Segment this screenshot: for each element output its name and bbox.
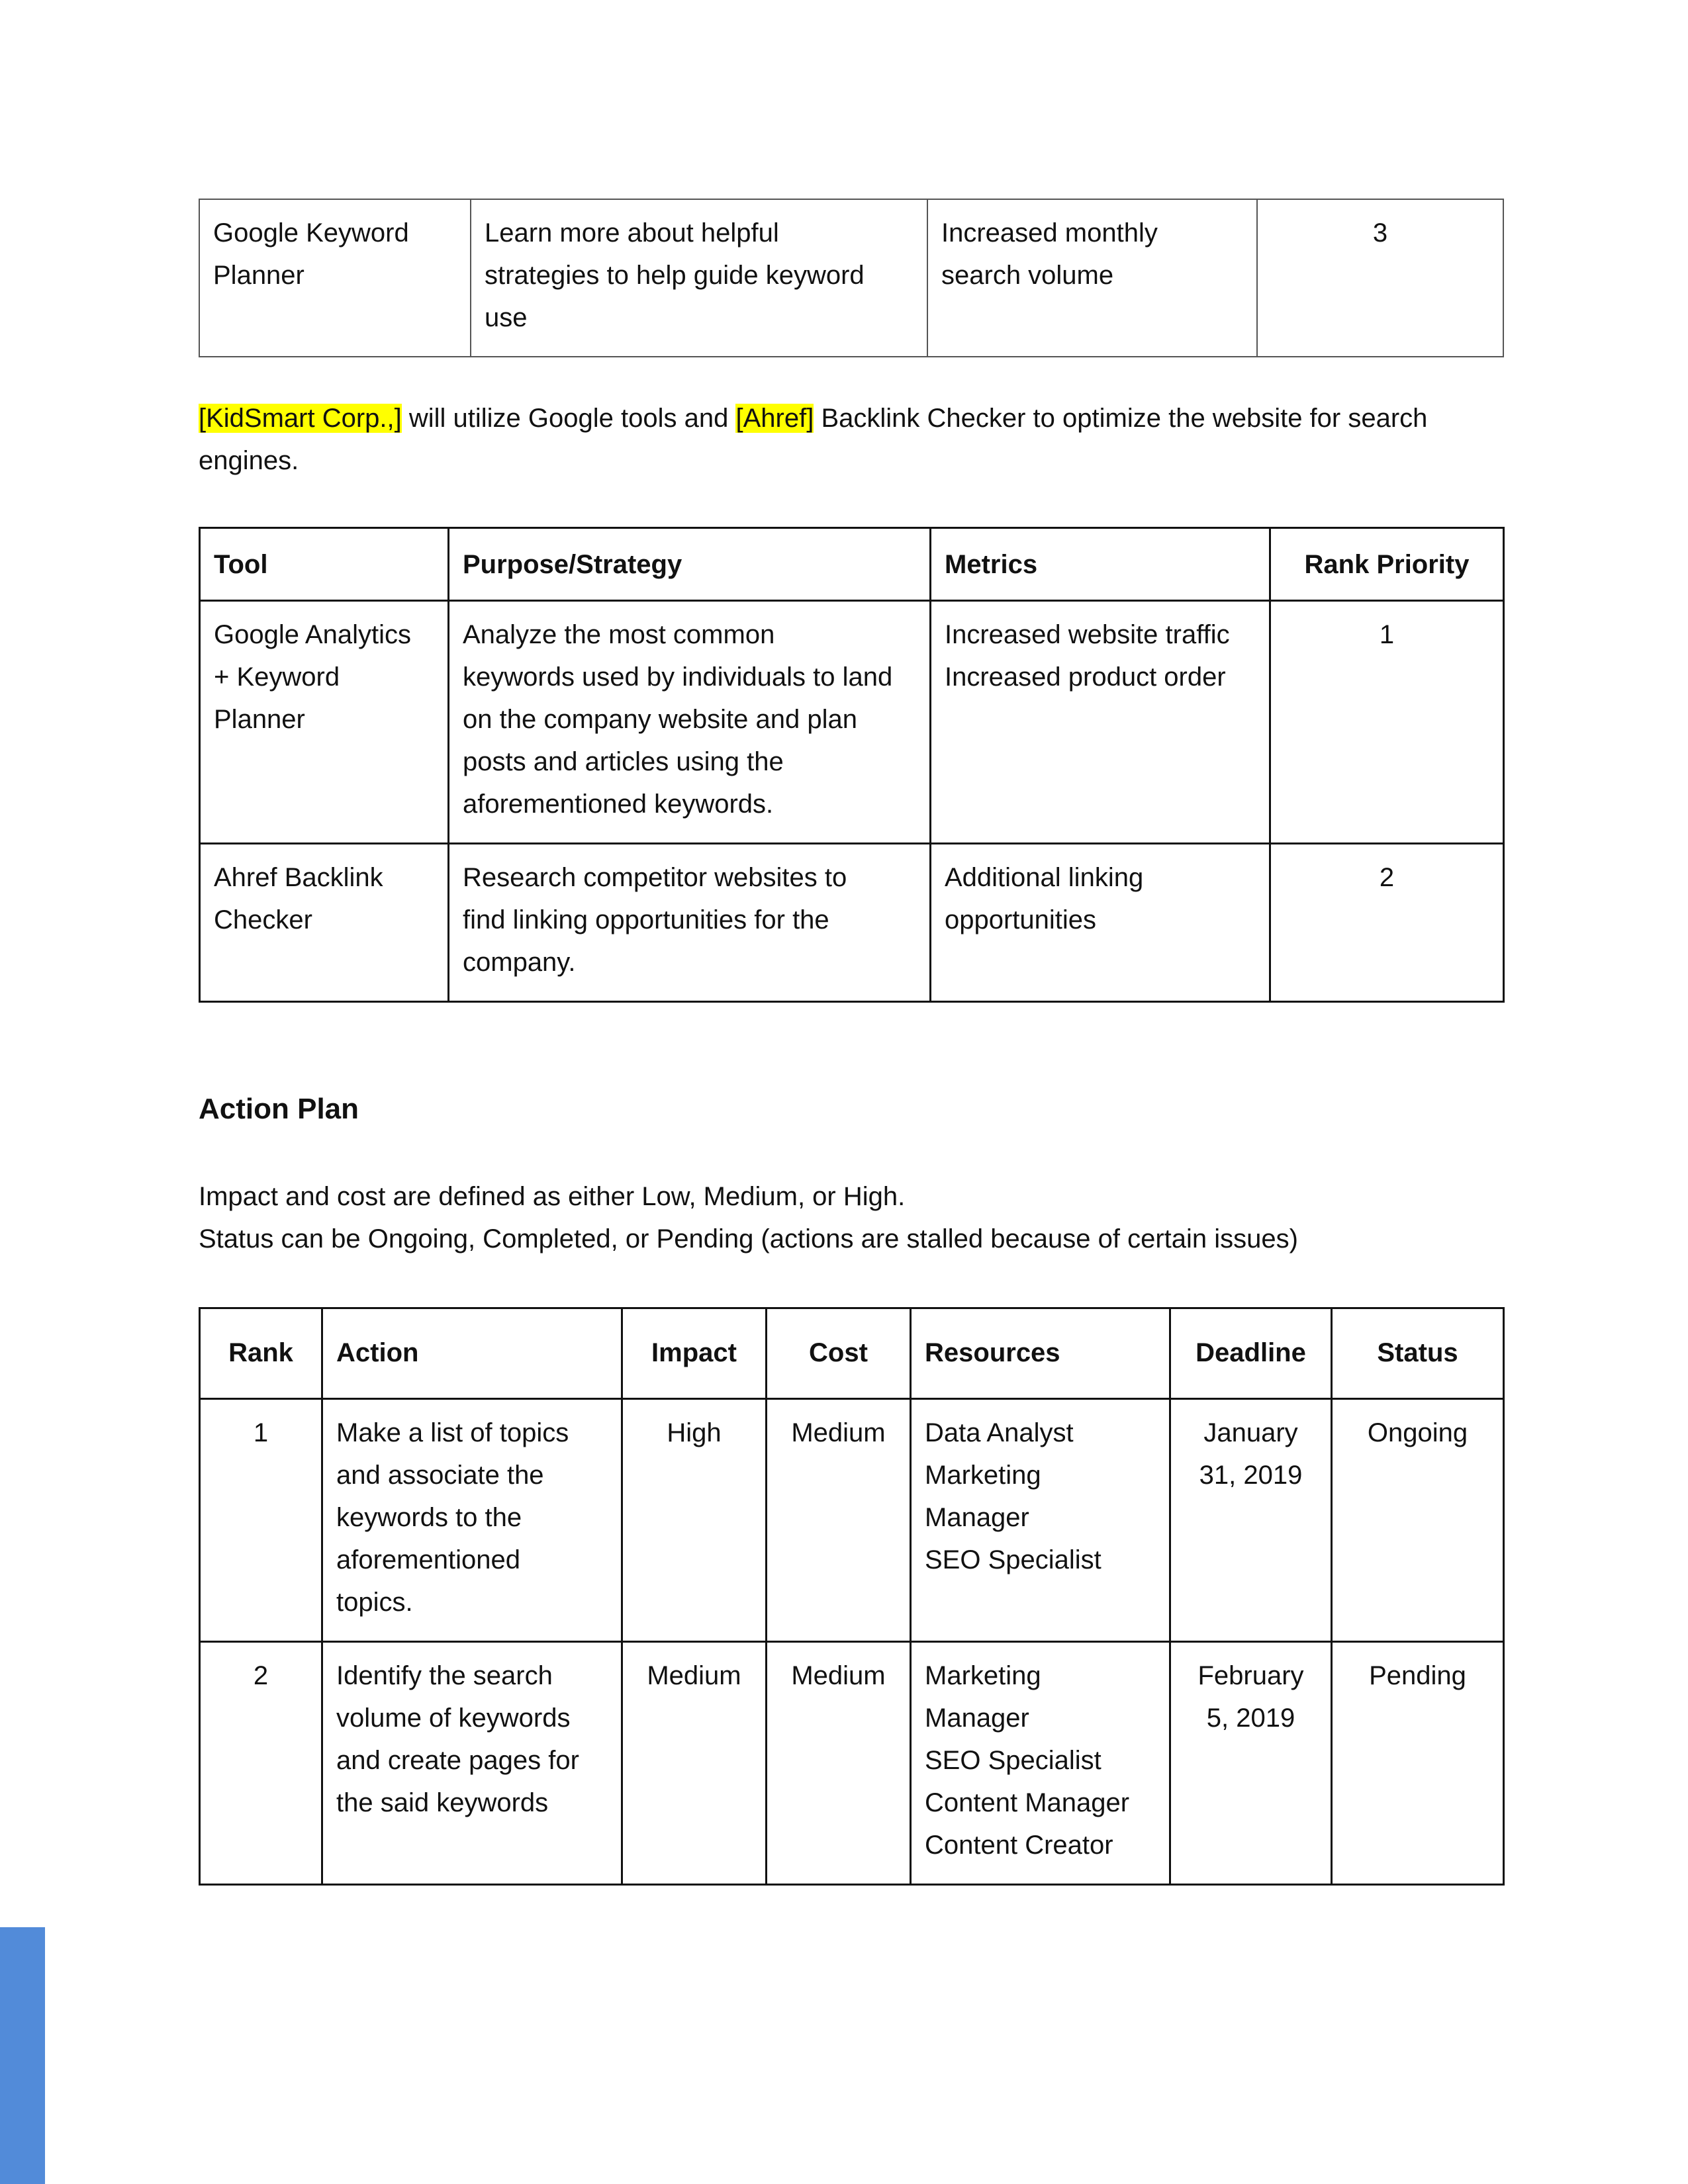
table-header-row xyxy=(200,528,1504,601)
impact-cell: Medium xyxy=(622,1642,767,1885)
action-plan-note-impact: Impact and cost are defined as either Low, Medium, or High. xyxy=(199,1182,906,1211)
company-placeholder-highlight: [KidSmart Corp.,] xyxy=(199,404,402,433)
purpose-cell: Analyze the most common keywords used by individuals to land on the company website and plan posts and articles using the aforementioned keywords. xyxy=(449,601,931,844)
header-rank-priority: Rank Priority xyxy=(1270,528,1504,601)
rank-cell: 1 xyxy=(1270,601,1504,844)
cost-cell: Medium xyxy=(767,1642,911,1885)
resources-cell: Data Analyst Marketing Manager SEO Specialist xyxy=(911,1399,1170,1642)
table-row xyxy=(200,844,1504,1002)
status-cell: Pending xyxy=(1332,1642,1504,1885)
rank-cell: 3 xyxy=(1257,199,1503,357)
header-status: Status xyxy=(1332,1308,1504,1399)
table-row xyxy=(200,1399,1504,1642)
cost-cell: Medium xyxy=(767,1399,911,1642)
action-cell: Identify the search volume of keywords and create pages for the said keywords xyxy=(322,1642,622,1885)
rank-cell: 2 xyxy=(1270,844,1504,1002)
header-rank: Rank xyxy=(200,1308,322,1399)
deadline-cell: February 5, 2019 xyxy=(1170,1642,1332,1885)
rank-cell: 1 xyxy=(200,1399,322,1642)
intro-text-mid: will utilize Google tools and xyxy=(401,404,736,433)
purpose-cell: Research competitor websites to find linking opportunities for the company. xyxy=(449,844,931,1002)
intro-text-end: Backlink Checker to optimize the website for search engines. xyxy=(199,404,1428,475)
metrics-cell: Additional linking opportunities xyxy=(931,844,1270,1002)
table-row xyxy=(200,1642,1504,1885)
header-purpose: Purpose/Strategy xyxy=(449,528,931,601)
decorative-side-bar xyxy=(0,1927,45,2184)
action-plan-note-status: Status can be Ongoing, Completed, or Pending (actions are stalled because of certain issues) xyxy=(199,1224,1298,1253)
action-plan-table xyxy=(199,1307,1505,1886)
tool-cell: Google Keyword Planner xyxy=(199,199,471,357)
header-resources: Resources xyxy=(911,1308,1170,1399)
header-tool: Tool xyxy=(200,528,449,601)
rank-cell: 2 xyxy=(200,1642,322,1885)
resources-cell: Marketing Manager SEO Specialist Content Manager Content Creator xyxy=(911,1642,1170,1885)
tool-placeholder-highlight: [Ahref] xyxy=(735,404,814,433)
keyword-tools-table-continued xyxy=(199,199,1504,357)
metrics-cell: Increased website traffic Increased product order xyxy=(931,601,1270,844)
impact-cell: High xyxy=(622,1399,767,1642)
tool-cell: Google Analytics + Keyword Planner xyxy=(200,601,449,844)
table-row xyxy=(200,601,1504,844)
status-cell: Ongoing xyxy=(1332,1399,1504,1642)
table-header-row xyxy=(200,1308,1504,1399)
tools-table xyxy=(199,527,1505,1003)
header-action: Action xyxy=(322,1308,622,1399)
table-row xyxy=(199,199,1503,357)
header-impact: Impact xyxy=(622,1308,767,1399)
header-metrics: Metrics xyxy=(931,528,1270,601)
header-cost: Cost xyxy=(767,1308,911,1399)
deadline-cell: January 31, 2019 xyxy=(1170,1399,1332,1642)
purpose-cell: Learn more about helpful strategies to help guide keyword use xyxy=(471,199,927,357)
tool-cell: Ahref Backlink Checker xyxy=(200,844,449,1002)
action-plan-heading: Action Plan xyxy=(199,1093,359,1125)
metrics-cell: Increased monthly search volume xyxy=(927,199,1257,357)
action-cell: Make a list of topics and associate the keywords to the aforementioned topics. xyxy=(322,1399,622,1642)
header-deadline: Deadline xyxy=(1170,1308,1332,1399)
intro-paragraph xyxy=(199,397,1509,482)
